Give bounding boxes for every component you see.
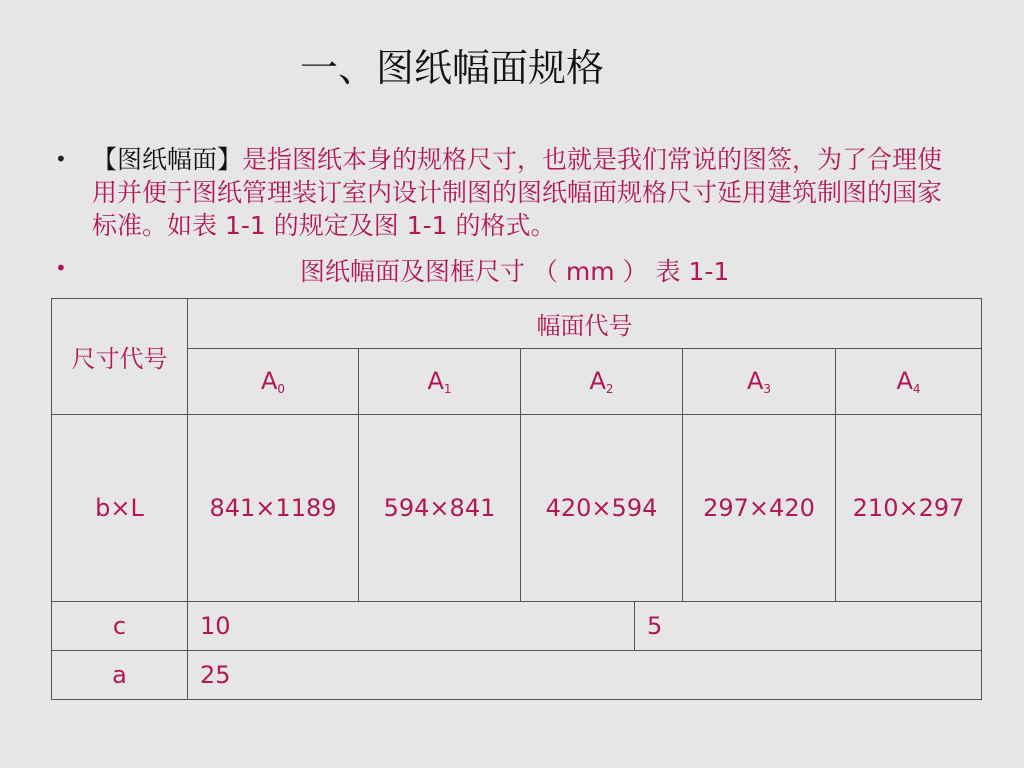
format-cell: $A_3$ (683, 349, 836, 415)
c-label-cell: c (52, 602, 188, 651)
spec-table-lower (51, 601, 982, 651)
format-cell: $A_1$ (359, 349, 521, 415)
c-row (52, 602, 982, 651)
bl-value-cell: 841×1189 (188, 415, 359, 602)
group-header-cell: 幅面代号 (188, 299, 982, 349)
bl-value-cell: 594×841 (359, 415, 521, 602)
format-cell: $A_0$ (188, 349, 359, 415)
format-cell: $A_2$ (521, 349, 683, 415)
table-caption: 图纸幅面及图框尺寸 （ mm ） 表 1-1 (300, 257, 730, 286)
bl-value-cell: 420×594 (521, 415, 683, 602)
table-header-row (52, 299, 982, 349)
bl-value-cell: 210×297 (836, 415, 982, 602)
bl-row (52, 415, 982, 602)
intro-paragraph (92, 143, 962, 242)
spec-table-bottom (51, 650, 982, 700)
c-value-cell-1: 10 (188, 602, 635, 651)
slide-title: 一、图纸幅面规格 (300, 46, 605, 90)
format-cell: $A_4$ (836, 349, 982, 415)
intro-text: 是指图纸本身的规格尺寸，也就是我们常说的图签，为了合理使用并便于图纸管理装订室内设计制图的图纸幅面规格尺寸延用建筑制图的国家标准。如表 1-1 的规定及图 1-1 的格式。 (92, 145, 943, 240)
a-row (52, 651, 982, 700)
c-value-cell-2: 5 (635, 602, 982, 651)
bullet-1: • (55, 147, 67, 171)
a-value-cell: 25 (188, 651, 982, 700)
bl-value-cell: 297×420 (683, 415, 836, 602)
format-row (52, 349, 982, 415)
a-label-cell: a (52, 651, 188, 700)
spec-table (51, 298, 982, 602)
bullet-2: • (55, 256, 67, 280)
bl-label-cell: b×L (52, 415, 188, 602)
row-header-cell: 尺寸代号 (52, 299, 188, 415)
term-bracket: 【图纸幅面】 (92, 145, 243, 174)
